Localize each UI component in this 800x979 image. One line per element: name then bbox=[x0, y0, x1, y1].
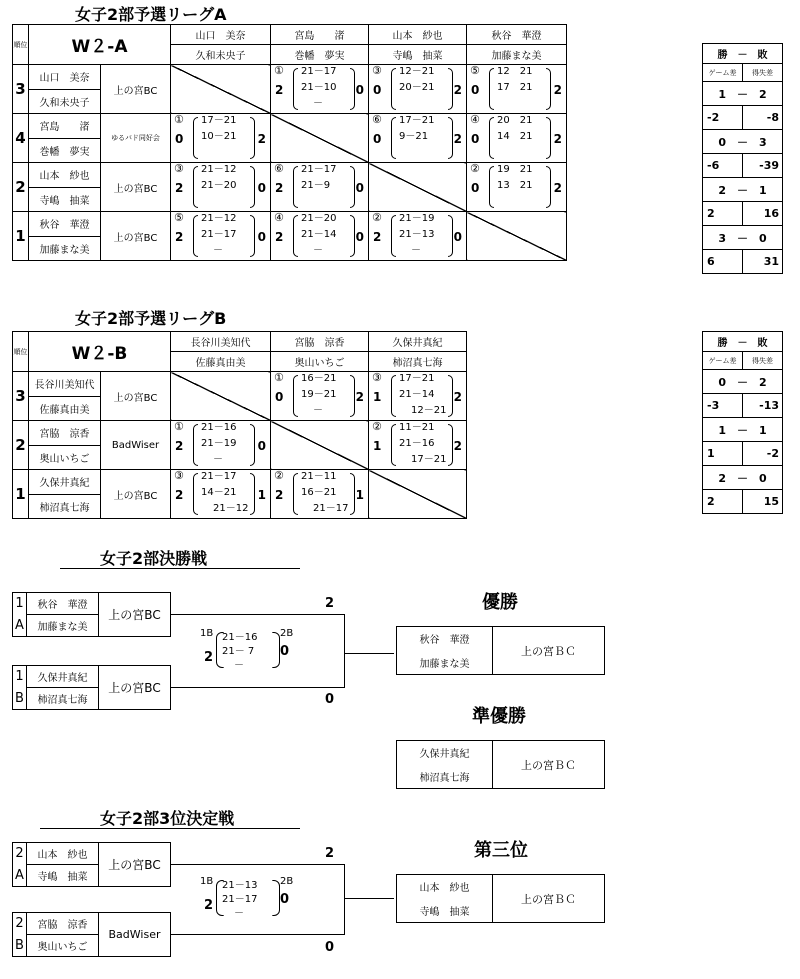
row-club: 上の宮BC bbox=[101, 65, 171, 114]
winner-team bbox=[396, 626, 605, 675]
row-club: 上の宮BC bbox=[101, 163, 171, 212]
final-bottom-score: 0 bbox=[325, 692, 335, 707]
seed: 1 bbox=[13, 593, 27, 615]
seed: 2 bbox=[13, 913, 27, 935]
standings-header-wl: 勝 － 敗 bbox=[703, 332, 783, 352]
seed: B bbox=[13, 688, 27, 710]
team-partner: 柿沼真七海 bbox=[27, 688, 99, 710]
col-player: 山本 紗也 bbox=[369, 25, 467, 45]
third-title-underline bbox=[40, 828, 300, 829]
score-g2: 16－21 bbox=[301, 487, 337, 498]
row-partner: 奥山いちご bbox=[29, 445, 101, 470]
score-order: ④ bbox=[274, 211, 284, 224]
score-g2: 19－21 bbox=[301, 389, 337, 400]
rank-value: 3 bbox=[13, 65, 29, 114]
league-a-standings bbox=[702, 43, 783, 274]
col-player: 長谷川美知代 bbox=[171, 332, 271, 352]
seed: A bbox=[13, 865, 27, 887]
score-order: ② bbox=[274, 469, 284, 482]
score-left: 2 bbox=[275, 230, 284, 244]
score-g1: 21－20 bbox=[301, 213, 337, 224]
match-cell bbox=[171, 114, 271, 163]
team-player: 秋谷 華澄 bbox=[397, 627, 493, 651]
row-partner: 佐藤真由美 bbox=[29, 396, 101, 421]
final-match-score: 1B 2B 21－16 21－ 7 － 2 0 bbox=[200, 628, 294, 671]
score-left: 2 bbox=[175, 230, 184, 244]
league-b-standings bbox=[702, 331, 783, 514]
third-title: 女子2部3位決定戦 bbox=[100, 809, 235, 828]
score-order: ③ bbox=[174, 162, 184, 175]
third-top-score: 2 bbox=[325, 846, 335, 861]
row-player: 久保井真紀 bbox=[29, 470, 101, 495]
score-order: ③ bbox=[372, 64, 382, 77]
team-player: 秋谷 華澄 bbox=[27, 593, 99, 615]
match-cell bbox=[171, 470, 271, 519]
col-player: 宮脇 涼香 bbox=[271, 332, 369, 352]
row-partner: 巻幡 夢実 bbox=[29, 138, 101, 163]
score-g3: － bbox=[313, 405, 323, 416]
team-player: 山本 紗也 bbox=[27, 843, 99, 865]
third-bottom-team bbox=[12, 912, 171, 957]
standings-pd: -13 bbox=[743, 394, 783, 418]
score-order: ④ bbox=[470, 113, 480, 126]
standings-wl: 2 － 1 bbox=[703, 178, 783, 202]
score-g3: － bbox=[313, 98, 323, 109]
self-cell bbox=[271, 114, 369, 163]
score-g2: 21－9 bbox=[301, 180, 331, 191]
score-g2: 20－21 bbox=[399, 82, 435, 93]
score-left: 0 bbox=[175, 132, 184, 146]
runner-up-team bbox=[396, 740, 605, 789]
final-title-underline bbox=[60, 568, 300, 569]
bracket-line bbox=[170, 687, 345, 688]
bracket-line bbox=[344, 614, 345, 688]
match-cell bbox=[369, 212, 467, 261]
score-g2: 9－21 bbox=[399, 131, 429, 142]
standings-wl: 0 － 3 bbox=[703, 130, 783, 154]
final-top-team bbox=[12, 592, 171, 637]
score-g1: 21－17 bbox=[201, 471, 237, 482]
score-g2: 21－17 bbox=[201, 229, 237, 240]
third-place-label: 第三位 bbox=[474, 840, 528, 861]
score-order: ② bbox=[372, 211, 382, 224]
score-order: ② bbox=[372, 420, 382, 433]
rank-value: 3 bbox=[13, 372, 29, 421]
score-g1: 12 21 bbox=[497, 66, 533, 77]
third-top-team bbox=[12, 842, 171, 887]
self-cell bbox=[171, 65, 271, 114]
score-left: 2 bbox=[275, 83, 284, 97]
standings-pd: -2 bbox=[743, 442, 783, 466]
standings-pd: -8 bbox=[743, 106, 783, 130]
match-cell bbox=[271, 65, 369, 114]
bracket-line bbox=[170, 614, 345, 615]
team-partner: 加藤まな美 bbox=[27, 615, 99, 637]
score-g2: 13 21 bbox=[497, 180, 533, 191]
score-right: 0 bbox=[453, 230, 462, 244]
score-g1: 17－21 bbox=[399, 115, 435, 126]
bracket-line bbox=[344, 864, 345, 935]
team-player: 宮脇 涼香 bbox=[27, 913, 99, 935]
league-b-code: W２-B bbox=[29, 332, 171, 372]
third-place-team bbox=[396, 874, 605, 923]
standings-gd: -3 bbox=[703, 394, 743, 418]
team-partner: 奥山いちご bbox=[27, 935, 99, 957]
team-club: 上の宮ＢＣ bbox=[493, 627, 605, 675]
standings-header-wl: 勝 － 敗 bbox=[703, 44, 783, 64]
match-cell bbox=[271, 212, 369, 261]
standings-wl: 1 － 1 bbox=[703, 418, 783, 442]
score-order: ③ bbox=[372, 371, 382, 384]
score-left: 1 bbox=[373, 390, 382, 404]
score-right: 2 bbox=[355, 390, 364, 404]
score-order: ③ bbox=[174, 469, 184, 482]
team-club: 上の宮BC bbox=[99, 593, 171, 637]
league-b-table bbox=[12, 331, 467, 519]
league-a-title: 女子2部予選リーグA bbox=[75, 5, 227, 24]
row-partner: 寺嶋 抽菜 bbox=[29, 187, 101, 212]
score-order: ⑥ bbox=[274, 162, 284, 175]
score-g3: 21－12 bbox=[213, 503, 249, 514]
score-right: 1 bbox=[257, 488, 266, 502]
standings-pd: 15 bbox=[743, 490, 783, 514]
score-right: 0 bbox=[355, 83, 364, 97]
league-a-code: W２-A bbox=[29, 25, 171, 65]
score-right: 0 bbox=[257, 230, 266, 244]
seed: 2 bbox=[13, 843, 27, 865]
match-cell bbox=[171, 212, 271, 261]
score-left: 0 bbox=[373, 83, 382, 97]
score-left: 0 bbox=[275, 390, 284, 404]
score-g2: 14 21 bbox=[497, 131, 533, 142]
team-club: 上の宮BC bbox=[99, 843, 171, 887]
score-right: 0 bbox=[355, 230, 364, 244]
score-g2: 21－20 bbox=[201, 180, 237, 191]
standings-gd: 2 bbox=[703, 490, 743, 514]
row-club: 上の宮BC bbox=[101, 470, 171, 519]
rank-header: 順位 bbox=[13, 25, 29, 65]
match-cell bbox=[171, 421, 271, 470]
standings-gd: -2 bbox=[703, 106, 743, 130]
score-left: 2 bbox=[175, 439, 184, 453]
score-g1: 19 21 bbox=[497, 164, 533, 175]
score-right: 2 bbox=[453, 390, 462, 404]
self-cell bbox=[171, 372, 271, 421]
row-club: BadWiser bbox=[101, 421, 171, 470]
score-g2: 21－16 bbox=[399, 438, 435, 449]
row-partner: 柿沼真七海 bbox=[29, 494, 101, 519]
score-right: 0 bbox=[257, 439, 266, 453]
col-player: 久保井真紀 bbox=[369, 332, 467, 352]
standings-header-pd: 得失差 bbox=[743, 64, 783, 82]
third-match-score: 1B 2B 21－13 21－17 － 2 0 bbox=[200, 876, 294, 919]
row-player: 山口 美奈 bbox=[29, 65, 101, 90]
match-cell bbox=[369, 372, 467, 421]
score-left: 0 bbox=[471, 181, 480, 195]
col-player: 山口 美奈 bbox=[171, 25, 271, 45]
score-g2: 21－10 bbox=[301, 82, 337, 93]
score-g1: 21－12 bbox=[201, 213, 237, 224]
match-cell bbox=[171, 163, 271, 212]
score-g3: － bbox=[313, 245, 323, 256]
row-player: 長谷川美知代 bbox=[29, 372, 101, 397]
col-partner: 奥山いちご bbox=[271, 352, 369, 372]
row-partner: 加藤まな美 bbox=[29, 236, 101, 261]
final-top-score: 2 bbox=[325, 596, 335, 611]
score-right: 0 bbox=[257, 181, 266, 195]
row-player: 宮島 渚 bbox=[29, 114, 101, 139]
score-order: ① bbox=[174, 420, 184, 433]
standings-header-pd: 得失差 bbox=[743, 352, 783, 370]
rank-value: 1 bbox=[13, 212, 29, 261]
score-left: 2 bbox=[175, 488, 184, 502]
standings-gd: 6 bbox=[703, 250, 743, 274]
seed: B bbox=[13, 935, 27, 957]
score-right: 2 bbox=[553, 181, 562, 195]
col-partner: 寺嶋 抽菜 bbox=[369, 45, 467, 65]
row-club: 上の宮BC bbox=[101, 372, 171, 421]
score-right: 0 bbox=[355, 181, 364, 195]
bracket-line bbox=[170, 864, 345, 865]
score-left: 2 bbox=[275, 181, 284, 195]
league-a-table bbox=[12, 24, 567, 261]
row-player: 宮脇 涼香 bbox=[29, 421, 101, 446]
standings-gd: 1 bbox=[703, 442, 743, 466]
seed: 1 bbox=[13, 666, 27, 688]
standings-gd: 2 bbox=[703, 202, 743, 226]
standings-gd: -6 bbox=[703, 154, 743, 178]
team-partner: 加藤まな美 bbox=[397, 651, 493, 675]
col-partner: 巻幡 夢実 bbox=[271, 45, 369, 65]
standings-pd: -39 bbox=[743, 154, 783, 178]
standings-pd: 31 bbox=[743, 250, 783, 274]
score-g1: 12－21 bbox=[399, 66, 435, 77]
score-g2: 21－19 bbox=[201, 438, 237, 449]
self-cell bbox=[271, 421, 369, 470]
match-cell bbox=[271, 470, 369, 519]
winner-label: 優勝 bbox=[482, 592, 518, 613]
standings-pd: 16 bbox=[743, 202, 783, 226]
match-cell bbox=[369, 65, 467, 114]
score-right: 2 bbox=[553, 132, 562, 146]
score-g1: 11－21 bbox=[399, 422, 435, 433]
final-title: 女子2部決勝戦 bbox=[100, 549, 208, 568]
standings-wl: 3 － 0 bbox=[703, 226, 783, 250]
standings-header-gd: ゲーム差 bbox=[703, 64, 743, 82]
match-cell bbox=[467, 65, 567, 114]
score-order: ⑤ bbox=[174, 211, 184, 224]
col-player: 秋谷 華澄 bbox=[467, 25, 567, 45]
score-g2: 10－21 bbox=[201, 131, 237, 142]
team-partner: 寺嶋 抽菜 bbox=[397, 899, 493, 923]
score-order: ⑤ bbox=[470, 64, 480, 77]
score-left: 0 bbox=[471, 132, 480, 146]
col-partner: 佐藤真由美 bbox=[171, 352, 271, 372]
score-g2: 14－21 bbox=[201, 487, 237, 498]
team-club: 上の宮ＢＣ bbox=[493, 741, 605, 789]
bracket-line bbox=[170, 934, 345, 935]
score-g3: － bbox=[411, 245, 421, 256]
standings-header-gd: ゲーム差 bbox=[703, 352, 743, 370]
team-player: 久保井真紀 bbox=[397, 741, 493, 765]
score-g2: 21－14 bbox=[301, 229, 337, 240]
team-club: BadWiser bbox=[99, 913, 171, 957]
col-player: 宮島 渚 bbox=[271, 25, 369, 45]
score-g1: 17－21 bbox=[399, 373, 435, 384]
bracket-line bbox=[344, 653, 394, 654]
score-g1: 21－19 bbox=[399, 213, 435, 224]
score-order: ① bbox=[274, 371, 284, 384]
score-left: 0 bbox=[471, 83, 480, 97]
score-order: ① bbox=[174, 113, 184, 126]
self-cell bbox=[369, 163, 467, 212]
score-order: ② bbox=[470, 162, 480, 175]
score-right: 1 bbox=[355, 488, 364, 502]
match-cell bbox=[271, 372, 369, 421]
final-bottom-team bbox=[12, 665, 171, 710]
score-order: ⑥ bbox=[372, 113, 382, 126]
rank-header: 順位 bbox=[13, 332, 29, 372]
match-cell bbox=[467, 163, 567, 212]
seed: A bbox=[13, 615, 27, 637]
row-club: ゆるバド同好会 bbox=[101, 114, 171, 163]
col-partner: 柿沼真七海 bbox=[369, 352, 467, 372]
score-g3: 12－21 bbox=[411, 405, 447, 416]
score-g2: 21－13 bbox=[399, 229, 435, 240]
match-cell bbox=[467, 114, 567, 163]
score-g3: － bbox=[213, 454, 223, 465]
match-cell bbox=[271, 163, 369, 212]
score-order: ① bbox=[274, 64, 284, 77]
self-cell bbox=[369, 470, 467, 519]
score-g2: 21－14 bbox=[399, 389, 435, 400]
standings-wl: 0 － 2 bbox=[703, 370, 783, 394]
score-right: 2 bbox=[453, 132, 462, 146]
col-partner: 加藤まな美 bbox=[467, 45, 567, 65]
team-partner: 柿沼真七海 bbox=[397, 765, 493, 789]
score-g1: 21－16 bbox=[201, 422, 237, 433]
score-g1: 21－17 bbox=[301, 66, 337, 77]
score-right: 2 bbox=[453, 439, 462, 453]
team-player: 久保井真紀 bbox=[27, 666, 99, 688]
score-left: 2 bbox=[175, 181, 184, 195]
rank-value: 2 bbox=[13, 421, 29, 470]
score-left: 0 bbox=[373, 132, 382, 146]
score-g2: 17 21 bbox=[497, 82, 533, 93]
score-right: 2 bbox=[453, 83, 462, 97]
team-partner: 寺嶋 抽菜 bbox=[27, 865, 99, 887]
score-left: 2 bbox=[373, 230, 382, 244]
match-cell bbox=[369, 421, 467, 470]
row-player: 秋谷 華澄 bbox=[29, 212, 101, 237]
score-right: 2 bbox=[553, 83, 562, 97]
score-g1: 17－21 bbox=[201, 115, 237, 126]
score-right: 2 bbox=[257, 132, 266, 146]
standings-wl: 1 － 2 bbox=[703, 82, 783, 106]
score-g1: 21－11 bbox=[301, 471, 337, 482]
score-g3: 21－17 bbox=[313, 503, 349, 514]
rank-value: 2 bbox=[13, 163, 29, 212]
third-bottom-score: 0 bbox=[325, 940, 335, 955]
rank-value: 4 bbox=[13, 114, 29, 163]
score-g1: 21－12 bbox=[201, 164, 237, 175]
score-g1: 20 21 bbox=[497, 115, 533, 126]
row-player: 山本 紗也 bbox=[29, 163, 101, 188]
score-g1: 16－21 bbox=[301, 373, 337, 384]
runner-up-label: 準優勝 bbox=[472, 706, 526, 727]
team-club: 上の宮ＢＣ bbox=[493, 875, 605, 923]
standings-wl: 2 － 0 bbox=[703, 466, 783, 490]
score-g1: 21－17 bbox=[301, 164, 337, 175]
col-partner: 久和未央子 bbox=[171, 45, 271, 65]
score-g3: － bbox=[213, 245, 223, 256]
self-cell bbox=[467, 212, 567, 261]
row-partner: 久和未央子 bbox=[29, 89, 101, 114]
team-player: 山本 紗也 bbox=[397, 875, 493, 899]
league-b-title: 女子2部予選リーグB bbox=[75, 309, 227, 328]
row-club: 上の宮BC bbox=[101, 212, 171, 261]
bracket-line bbox=[344, 898, 394, 899]
match-cell bbox=[369, 114, 467, 163]
rank-value: 1 bbox=[13, 470, 29, 519]
score-left: 2 bbox=[275, 488, 284, 502]
score-g3: 17－21 bbox=[411, 454, 447, 465]
score-left: 1 bbox=[373, 439, 382, 453]
team-club: 上の宮BC bbox=[99, 666, 171, 710]
